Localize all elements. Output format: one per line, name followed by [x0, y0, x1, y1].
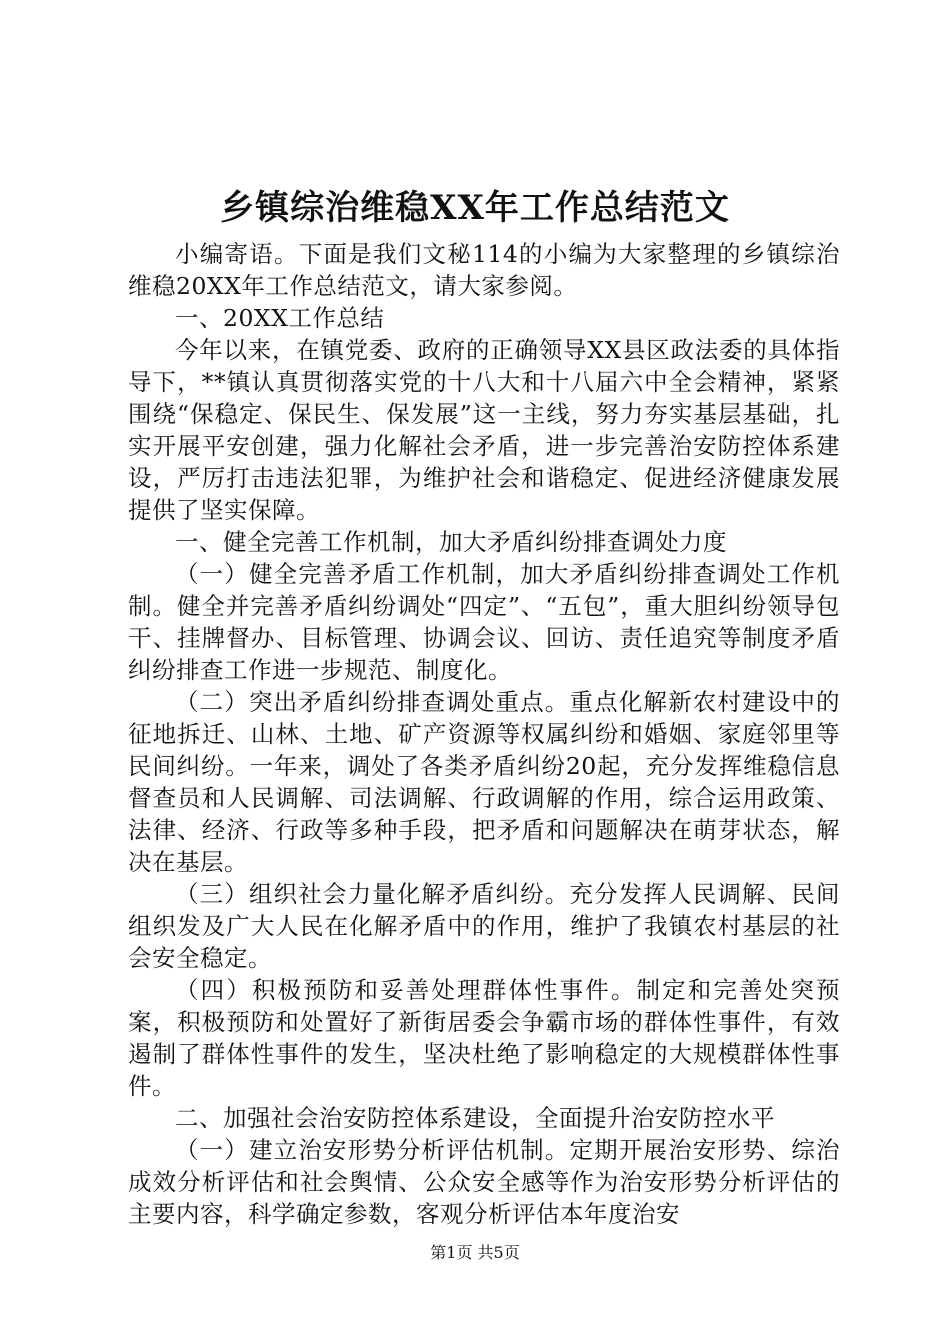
page-number-footer: 第1页 共5页 [430, 1243, 520, 1262]
paragraph: （一）建立治安形势分析评估机制。定期开展治安形势、综治成效分析评估和社会舆情、公众安全感等作为治安形势分析评估的主要内容，科学确定参数，客观分析评估本年度治安 [128, 1136, 840, 1228]
paragraph: （四）积极预防和妥善处理群体性事件。制定和完善处突预案，积极预防和处置好了新街居委会争霸市场的群体性事件，有效遏制了群体性事件的发生，坚决杜绝了影响稳定的大规模群体性事件。 [128, 976, 840, 1100]
paragraph-intro: 小编寄语。下面是我们文秘114的小编为大家整理的乡镇综治维稳20XX年工作总结范文，请大家参阅。 [128, 240, 840, 300]
paragraph: （一）健全完善矛盾工作机制，加大矛盾纠纷排查调处工作机制。健全并完善矛盾纠纷调处“四定”、“五包”，重大胆纠纷领导包干、挂牌督办、目标管理、协调会议、回访、责任追究等制度矛盾纠纷排查工作进一步规范、制度化。 [128, 560, 840, 684]
paragraph: 今年以来，在镇党委、政府的正确领导XX县区政法委的具体指导下，**镇认真贯彻落实党的十八大和十八届六中全会精神，紧紧围绕“保稳定、保民生、保发展”这一主线，努力夯实基层基础，扎实开展平安创建，强力化解社会矛盾，进一步完善治安防控体系建设，严厉打击违法犯罪，为维护社会和谐稳定、促进经济健康发展提供了坚实保障。 [128, 336, 840, 524]
paragraph: （二）突出矛盾纠纷排查调处重点。重点化解新农村建设中的征地拆迁、山林、土地、矿产资源等权属纠纷和婚姻、家庭邻里等民间纠纷。一年来，调处了各类矛盾纠纷20起，充分发挥维稳信息督查员和人民调解、司法调解、行政调解的作用，综合运用政策、法律、经济、行政等多种手段，把矛盾和问题解决在萌芽状态，解决在基层。 [128, 688, 840, 876]
paragraph: （三）组织社会力量化解矛盾纠纷。充分发挥人民调解、民间组织发及广大人民在化解矛盾中的作用，维护了我镇农村基层的社会安全稳定。 [128, 880, 840, 972]
document-body [128, 238, 840, 1230]
section-heading: 一、健全完善工作机制，加大矛盾纠纷排查调处力度 [175, 528, 727, 556]
document-title: 乡镇综治维稳XX年工作总结范文 [220, 188, 730, 228]
section-heading: 一、20XX工作总结 [175, 304, 385, 332]
section-heading: 二、加强社会治安防控体系建设，全面提升治安防控水平 [175, 1104, 775, 1132]
